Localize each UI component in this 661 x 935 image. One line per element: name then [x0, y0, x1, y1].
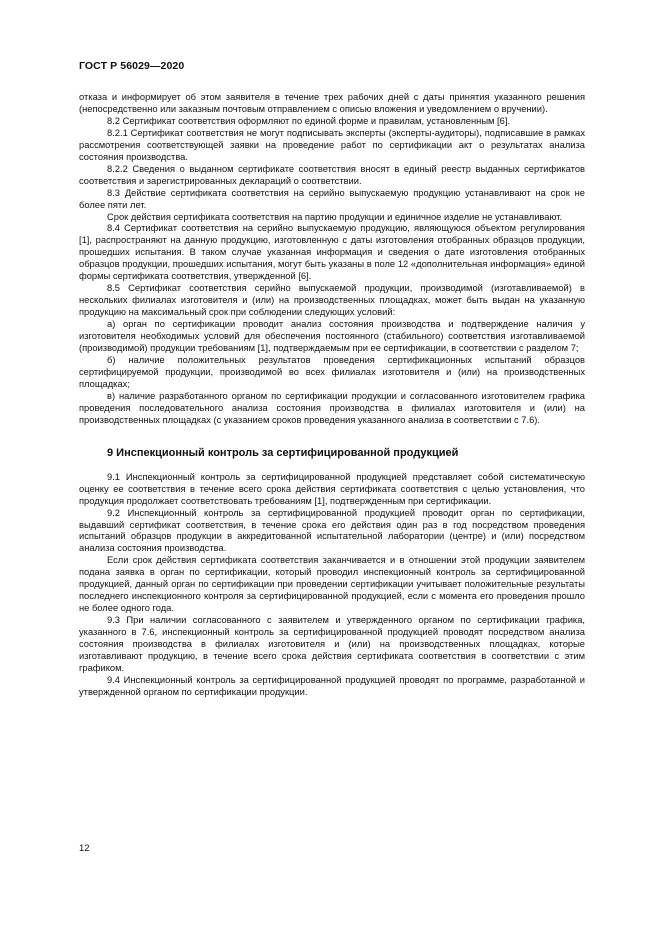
document-body: [79, 92, 585, 699]
paragraph: 9.1 Инспекционный контроль за сертифицированной продукцией представляет собой систематическую оценку ее соответствия в течение всего срока действия сертификата соответствия с целью установления, что продукция продолжает соответствовать требованиям [1], подтвержденным при сертификации.: [79, 471, 585, 506]
paragraph: 8.2.2 Сведения о выданном сертификате соответствия вносят в единый реестр выданных сертификатов соответствия и зарегистрированных деклараций о соответствии.: [79, 163, 585, 186]
paragraph: 8.3 Действие сертификата соответствия на серийно выпускаемую продукцию устанавливают на срок не более пяти лет.: [79, 187, 585, 210]
paragraph: 8.2.1 Сертификат соответствия не могут подписывать эксперты (эксперты-аудиторы), подписавшие в рамках рассмотрения соответствующей заявки на проведение работ по сертификации акт о результатах анализа состояния производства.: [79, 127, 585, 162]
paragraph: а) орган по сертификации проводит анализ состояния производства и подтверждение наличия у изготовителя необходимых условий для обеспечения постоянного (стабильного) соответствия изготавливаемой (производимой) продукции требованиям [1], подтверждаемым при ее сертификации, в соответствии с разделом 7;: [79, 319, 585, 354]
paragraph: отказа и информирует об этом заявителя в течение трех рабочих дней с даты принятия указанного решения (непосредственно или заказным почтовым отправлением с описью вложения и уведомлением о вручении).: [79, 92, 585, 114]
paragraph: 8.2 Сертификат соответствия оформляют по единой форме и правилам, установленным [6].: [107, 115, 511, 126]
paragraph: Если срок действия сертификата соответствия заканчивается и в отношении этой продукции заявителем подана заявка в орган по сертификации, который проводил инспекционный контроль за сертифицированной продукцией, данный орган по сертификации при проведении сертификации учитывает положительные результаты последнего инспекционного контроля за сертифицированной продукцией, если с момента его проведения прошло не более одного года.: [79, 555, 585, 614]
section-heading: 9 Инспекционный контроль за сертифицированной продукцией: [107, 446, 459, 459]
document-header: ГОСТ Р 56029—2020: [79, 60, 185, 72]
paragraph: б) наличие положительных результатов проведения сертификационных испытаний образцов сертифицируемой продукции, производимой во всех филиалах изготовителя и (или) на производственных площадках;: [79, 354, 585, 389]
paragraph: 9.3 При наличии согласованного с заявителем и утвержденного органом по сертификации графика, указанного в 7.6, инспекционный контроль за сертифицированной продукцией проводят посредством анализа состояния производства в филиалах изготовителя и (или) на производственных площадках, которые изготавливают продукцию, в течение всего срока действия сертификата соответствия в соответствии с этим графиком.: [79, 615, 585, 673]
page-number: 12: [79, 843, 90, 854]
paragraph: 9.4 Инспекционный контроль за сертифицированной продукцией проводят по программе, разработанной и утвержденной органом по сертификации продукции.: [79, 674, 585, 697]
paragraph: 8.5 Сертификат соответствия серийно выпускаемой продукции, производимой (изготавливаемой) в нескольких филиалах изготовителя и (или) на производственных площадках, может быть выдан на указанную продукцию на максимальный срок при соблюдении следующих условий:: [79, 283, 585, 318]
paragraph: 9.2 Инспекционный контроль за сертифицированной продукцией проводит орган по сертификации, выдавший сертификат соответствия, в течение срока его действия один раз в год посредством проведения испытаний образцов продукции в аккредитованной испытательной лаборатории (центре) и (или) посредством анализа состояния производства.: [79, 507, 585, 554]
paragraph: 8.4 Сертификат соответствия на серийно выпускаемую продукцию, являющуюся объектом регулирования [1], распространяют на данную продукцию, изготовленную с даты изготовления отобранных образцов продукции, прошедших испытания. В таком случае указанная информация и сведения о дате изготовления отобранных образцов продукции, прошедших испытания, могут быть указаны в поле 12 «дополнительная информация» единой формы сертификата соответствия, утвержденной [6].: [79, 223, 585, 282]
paragraph: в) наличие разработанного органом по сертификации продукции и согласованного изготовителем графика проведения последовательного анализа состояния производства в филиалах изготовителя и (или) на производственных площадках (с указанием сроков проведения указанного анализа в соответствии с 7.6).: [79, 390, 585, 425]
paragraph: Срок действия сертификата соответствия на партию продукции и единичное изделие не устанавливают.: [107, 211, 563, 222]
